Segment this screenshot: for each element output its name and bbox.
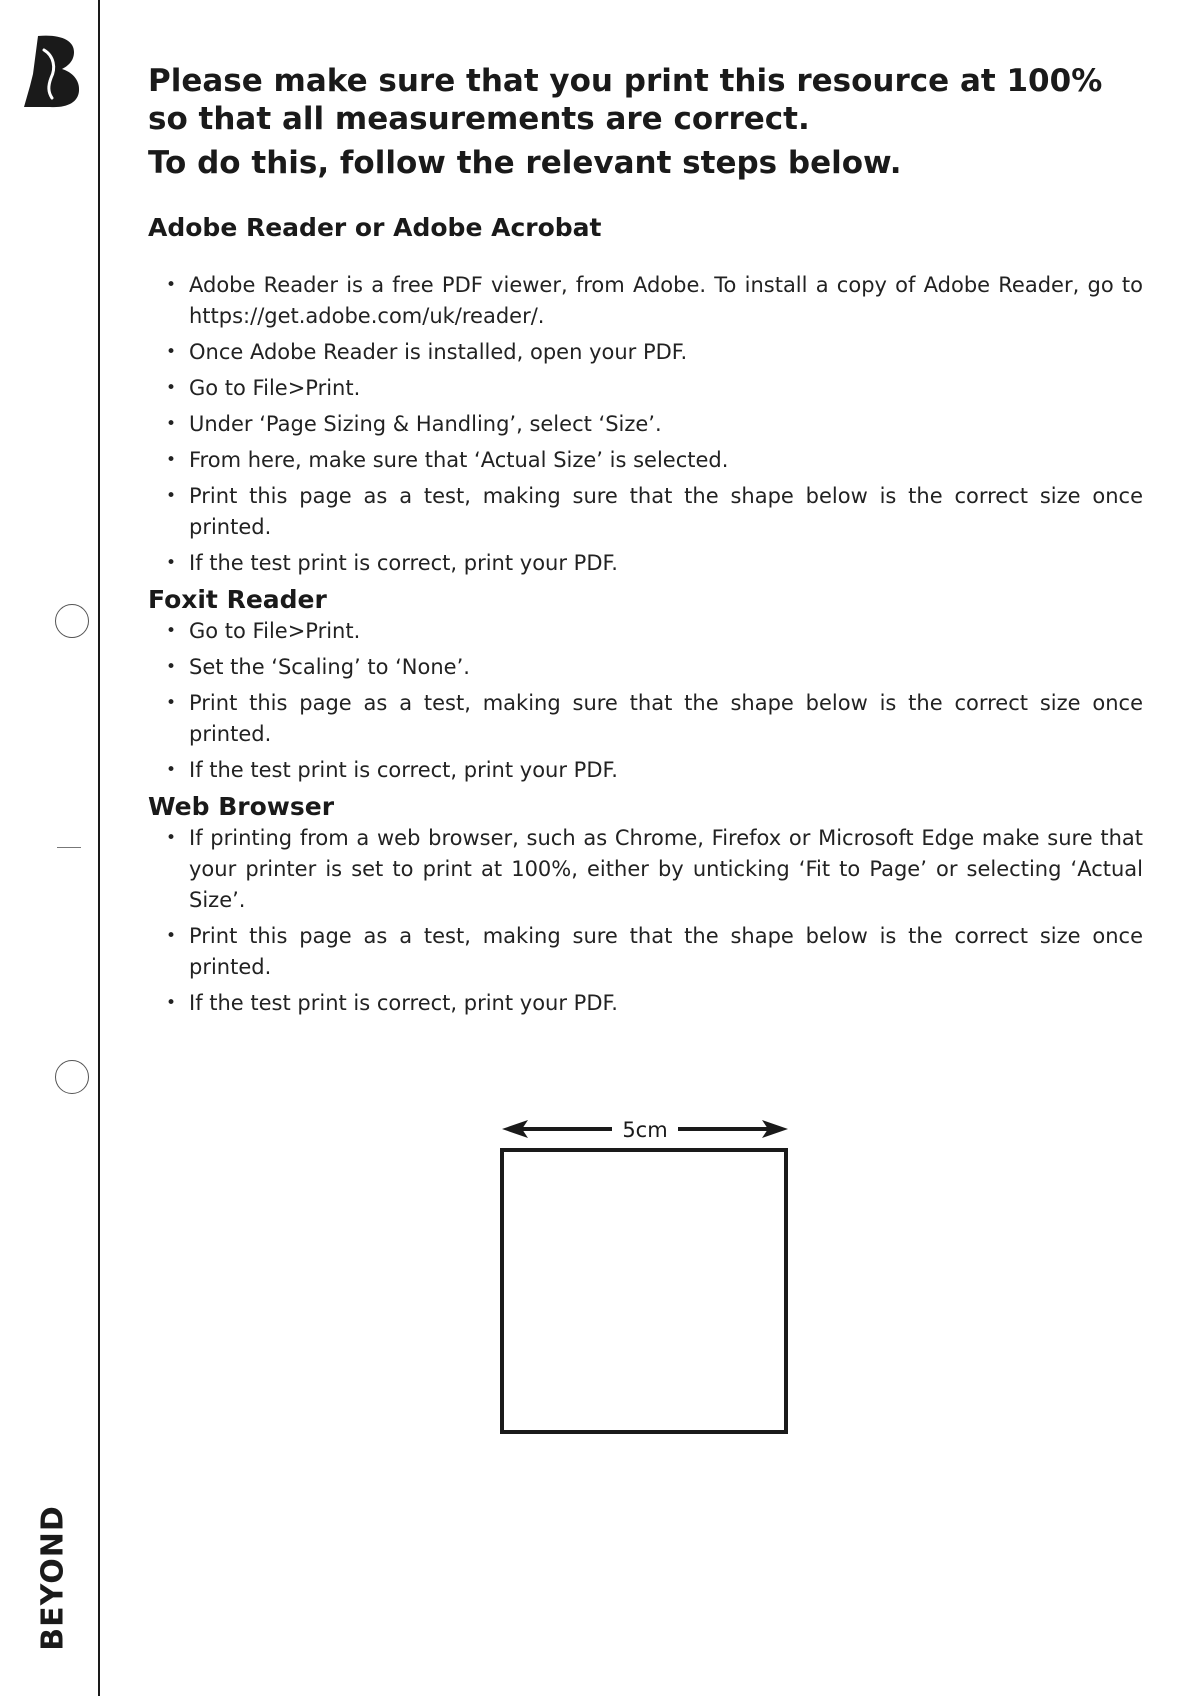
punch-hole-top <box>55 604 89 638</box>
size-test-diagram <box>500 1110 790 1435</box>
list-item: • If the test print is correct, print your PDF. <box>148 988 1143 1019</box>
width-label: 5cm <box>622 1118 668 1142</box>
list-item: • Once Adobe Reader is installed, open your PDF. <box>148 337 1143 368</box>
beyond-logo-icon <box>24 34 82 108</box>
foxit-steps <box>148 616 1143 786</box>
web-browser-steps <box>148 823 1143 1019</box>
section-title-adobe: Adobe Reader or Adobe Acrobat <box>148 213 602 242</box>
brand-wordmark: BEYOND <box>35 1505 71 1651</box>
list-item: • If printing from a web browser, such as Chrome, Firefox or Microsoft Edge make sure that your printer is set to print at 100%, either by unticking ‘Fit to Page’ or selecting ‘Actual Size’. <box>148 823 1143 916</box>
fold-mark <box>57 847 81 848</box>
list-item: • Go to File>Print. <box>148 373 1143 404</box>
list-item: • Adobe Reader is a free PDF viewer, from Adobe. To install a copy of Adobe Reader, go to https://get.adobe.com/uk/reader/. <box>148 270 1143 332</box>
list-item: • If the test print is correct, print your PDF. <box>148 755 1143 786</box>
page-subtitle: To do this, follow the relevant steps below. <box>148 145 902 181</box>
page-title: Please make sure that you print this resource at 100% so that all measurements are correct. <box>148 63 1103 137</box>
instructions <box>148 62 1143 1024</box>
punch-hole-bottom <box>55 1060 89 1094</box>
list-item: • Go to File>Print. <box>148 616 1143 647</box>
list-item: • If the test print is correct, print your PDF. <box>148 548 1143 579</box>
list-item: • Print this page as a test, making sure that the shape below is the correct size once printed. <box>148 481 1143 543</box>
test-square <box>502 1150 786 1432</box>
list-item: • Print this page as a test, making sure that the shape below is the correct size once printed. <box>148 688 1143 750</box>
list-item: • From here, make sure that ‘Actual Size’ is selected. <box>148 445 1143 476</box>
list-item: • Set the ‘Scaling’ to ‘None’. <box>148 652 1143 683</box>
section-title-foxit: Foxit Reader <box>148 585 327 614</box>
adobe-steps <box>148 270 1143 579</box>
margin-line <box>98 0 100 1696</box>
section-title-web-browser: Web Browser <box>148 792 335 821</box>
list-item: • Under ‘Page Sizing & Handling’, select ‘Size’. <box>148 409 1143 440</box>
list-item: • Print this page as a test, making sure that the shape below is the correct size once printed. <box>148 921 1143 983</box>
